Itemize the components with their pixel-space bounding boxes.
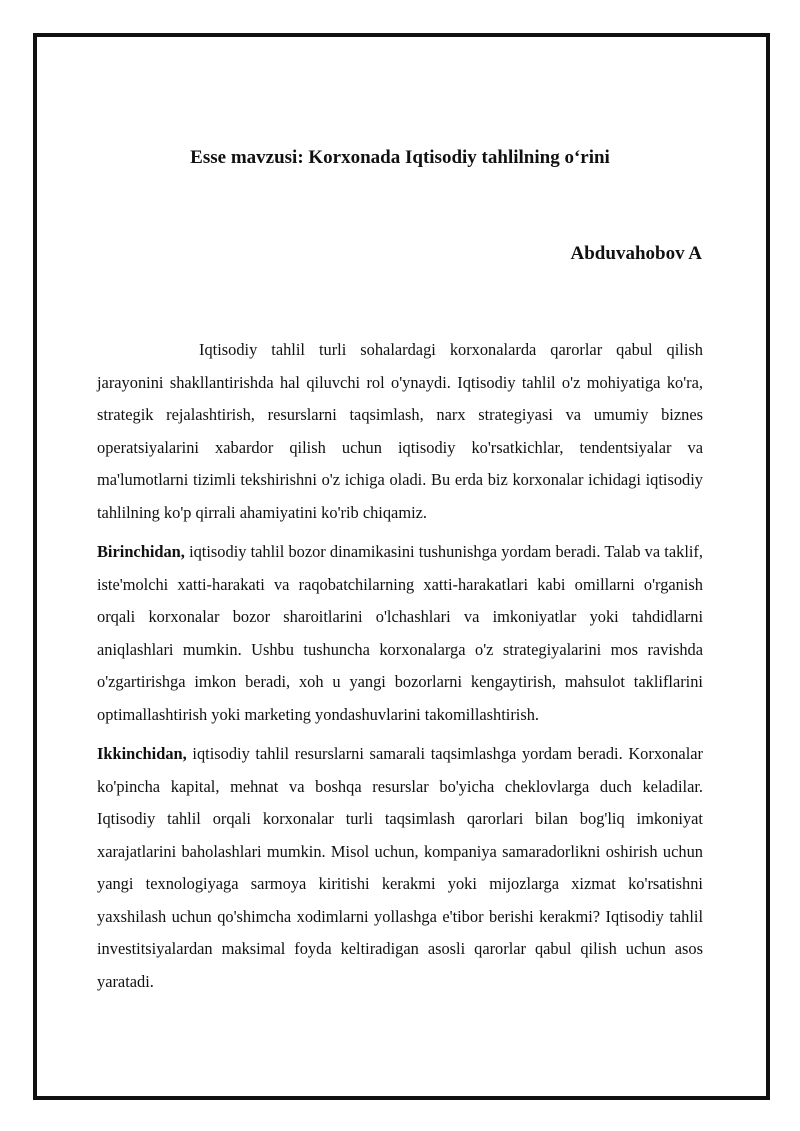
- paragraph-lead-ikkinchidan: Ikkinchidan,: [97, 744, 187, 763]
- paragraph-second-point-text: iqtisodiy tahlil resurslarni samarali taqsimlashga yordam beradi. Korxonalar ko'pincha kapital, mehnat va boshqa resurslar bo'yicha cheklovlarga duch keladilar. Iqtisodiy tahlil orqali korxonalar turli taqsimlash qarorlari bilan bog'liq imkoniyat xarajatlarini baholashlari mumkin. Misol uchun, kompaniya samaradorlikni oshirish uchun yangi texnologiyaga sarmoya kiritishi kerakmi yoki mijozlarga xizmat ko'rsatishni yaxshilash uchun qo'shimcha xodimlarni yollashga e'tibor berishi kerakmi? Iqtisodiy tahlil investitsiyalardan maksimal foyda keltiradigan asosli qarorlar qabul qilish uchun asos yaratadi.: [97, 744, 703, 991]
- paragraph-lead-birinchidan: Birinchidan,: [97, 542, 185, 561]
- paragraph-first-point: [97, 536, 703, 731]
- paragraph-intro: [97, 334, 703, 529]
- essay-body: [97, 334, 703, 1005]
- paragraph-intro-text: Iqtisodiy tahlil turli sohalardagi korxonalarda qarorlar qabul qilish jarayonini shakllantirishda hal qiluvchi rol o'ynaydi. Iqtisodiy tahlil o'z mohiyatiga ko'ra, strategik rejalashtirish, resurslarni taqsimlash, narx strategiyasi va umumiy biznes operatsiyalarini xabardor qilish uchun iqtisodiy ko'rsatkichlar, tendentsiyalar va ma'lumotlarni tizimli tekshirishni o'z ichiga oladi. Bu erda biz korxonalar ichidagi iqtisodiy tahlilning ko'p qirrali ahamiyatini ko'rib chiqamiz.: [97, 340, 703, 522]
- paragraph-first-point-text: iqtisodiy tahlil bozor dinamikasini tushunishga yordam beradi. Talab va taklif, iste'molchi xatti-harakati va raqobatchilarning xatti-harakatlari kabi omillarni o'rganish orqali korxonalar bozor sharoitlarini o'lchashlari va imkoniyatlar yoki tahdidlarni aniqlashlari mumkin. Ushbu tushuncha korxonalarga o'z strategiyalarini mos ravishda o'zgartirishga imkon beradi, xoh u yangi bozorlarni kengaytirish, mahsulot takliflarini optimallashtirish yoki marketing yondashuvlarini takomillashtirish.: [97, 542, 703, 724]
- page-title: Esse mavzusi: Korxonada Iqtisodiy tahlilning o‘rini: [190, 147, 610, 168]
- author-name: Abduvahobov A: [570, 243, 702, 264]
- paragraph-second-point: [97, 738, 703, 998]
